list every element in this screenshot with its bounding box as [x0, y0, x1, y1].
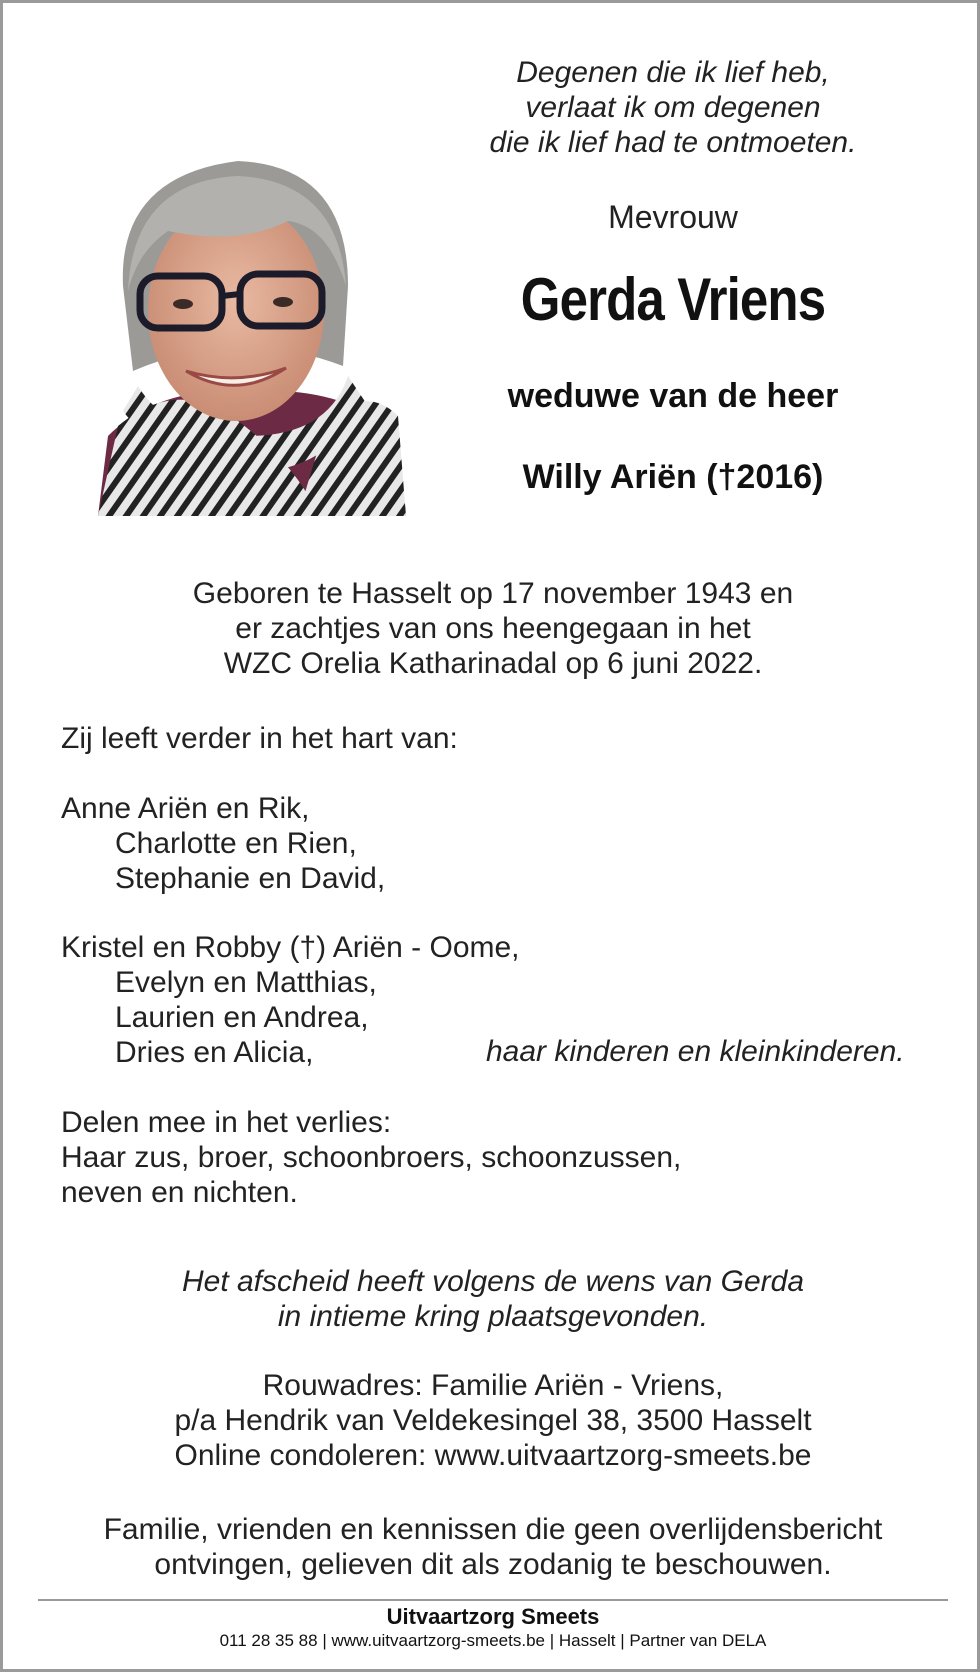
birth-line: er zachtjes van ons heengegaan in het — [235, 612, 751, 645]
share-line: neven en nichten. — [61, 1176, 298, 1209]
share-line: Haar zus, broer, schoonbroers, schoonzussen, — [61, 1141, 682, 1174]
grandchild-line: Evelyn en Matthias, — [115, 966, 377, 999]
widow-line: weduwe van de heer — [507, 377, 839, 415]
notice-line: ontvingen, gelieven dit als zodanig te beschouwen. — [154, 1548, 832, 1581]
portrait-photo — [98, 136, 406, 516]
grandchild-line: Charlotte en Rien, — [115, 827, 357, 860]
family-head: Kristel en Robby (†) Ariën - Oome, — [61, 931, 520, 964]
relationship-label: haar kinderen en kleinkinderen. — [486, 1035, 905, 1068]
farewell-line: in intieme kring plaatsgevonden. — [277, 1300, 709, 1333]
family-head: Anne Ariën en Rik, — [61, 792, 310, 825]
husband-name: Willy Ariën (†2016) — [522, 458, 824, 496]
address-line: Rouwadres: Familie Ariën - Vriens, — [262, 1369, 724, 1402]
farewell-text — [3, 1264, 980, 1334]
family-group-1 — [61, 791, 385, 896]
farewell-line: Het afscheid heeft volgens de wens van Gerda — [181, 1265, 805, 1298]
footer-divider — [38, 1599, 948, 1601]
funeral-home-contact: 011 28 35 88 | www.uitvaartzorg-smeets.be | Hasselt | Partner van DELA — [219, 1631, 767, 1650]
funeral-home-name: Uitvaartzorg Smeets — [386, 1604, 600, 1629]
grandchild-line: Dries en Alicia, — [115, 1036, 314, 1069]
grandchild-line: Laurien en Andrea, — [115, 1001, 369, 1034]
honorific: Mevrouw — [608, 199, 738, 235]
birth-death-text — [3, 576, 980, 681]
condolence-address — [3, 1368, 980, 1473]
share-in-loss — [61, 1105, 681, 1210]
address-line: Online condoleren: www.uitvaartzorg-smeets.be — [174, 1439, 812, 1472]
birth-line: Geboren te Hasselt op 17 november 1943 en — [192, 577, 794, 610]
family-group-2 — [61, 930, 520, 1070]
address-line: p/a Hendrik van Veldekesingel 38, 3500 Hasselt — [174, 1404, 812, 1437]
share-line: Delen mee in het verlies: — [61, 1106, 392, 1139]
motto-line: die ik lief had te ontmoeten. — [489, 126, 857, 159]
heart-line: Zij leeft verder in het hart van: — [61, 722, 458, 755]
deceased-name: Gerda Vriens — [520, 266, 826, 333]
birth-line: WZC Orelia Katharinadal op 6 juni 2022. — [223, 647, 763, 680]
notice-line: Familie, vrienden en kennissen die geen overlijdensbericht — [103, 1513, 883, 1546]
motto-line: Degenen die ik lief heb, — [516, 56, 830, 89]
motto-line: verlaat ik om degenen — [525, 91, 821, 124]
grandchild-line: Stephanie en David, — [115, 862, 386, 895]
notice-text — [3, 1512, 980, 1582]
motto — [453, 55, 893, 160]
